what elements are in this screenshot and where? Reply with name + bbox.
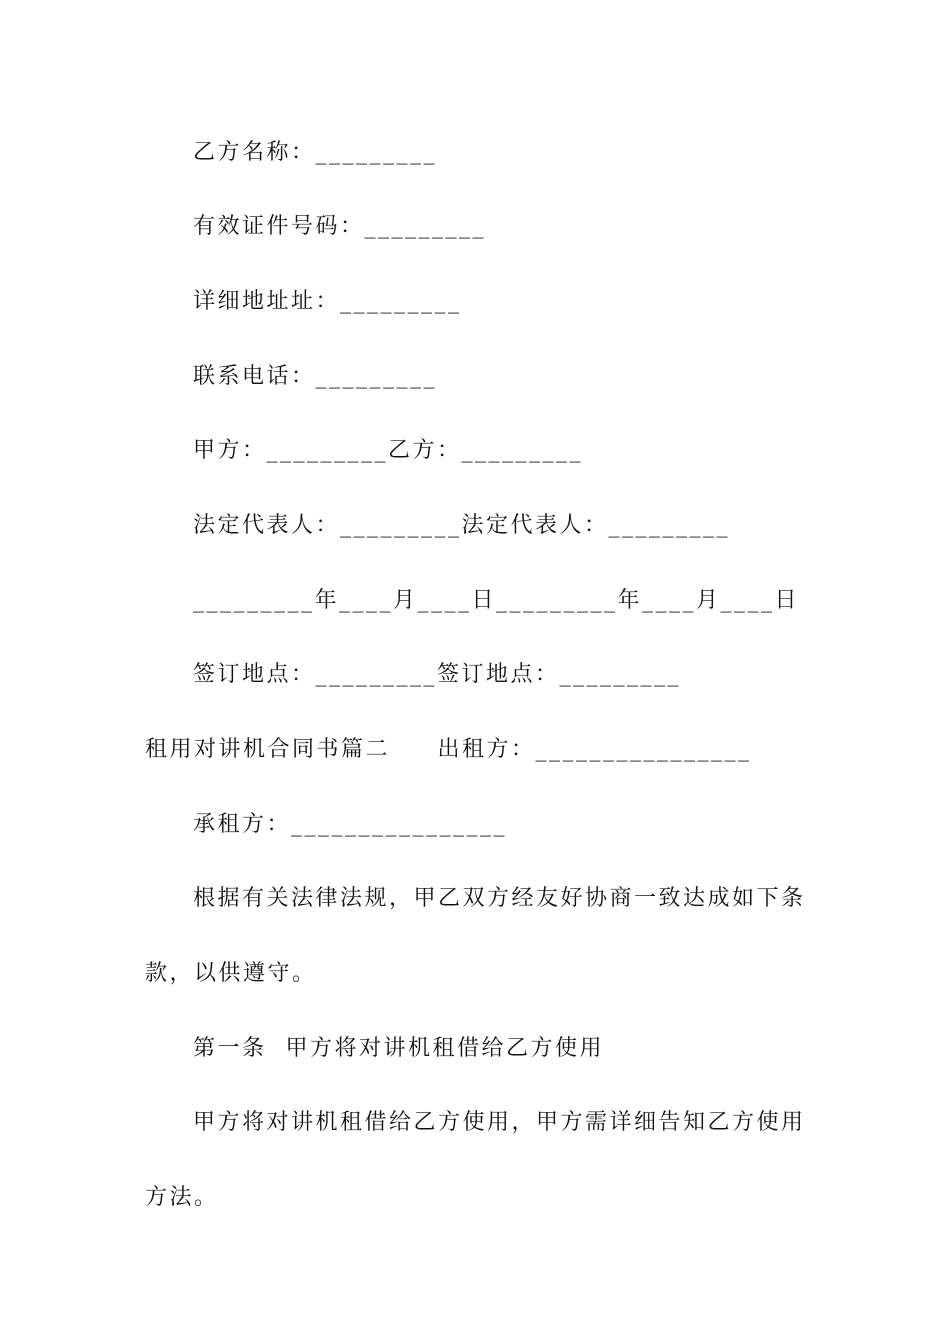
- phone-line: 联系电话：_________: [193, 364, 438, 389]
- party-signature-line: 甲方：_________乙方：_________: [193, 438, 584, 463]
- lessee-line: 承租方：________________: [193, 812, 508, 837]
- id-number-line: 有效证件号码：_________: [193, 214, 487, 239]
- paragraph-intro-line-2: 款，以供遵守。: [145, 961, 317, 986]
- address-line: 详细地址址：_________: [193, 289, 462, 314]
- signing-place-line: 签订地点：_________签订地点：_________: [193, 662, 682, 687]
- section-heading-lessor-line: 租用对讲机合同书篇二 出租方：________________: [145, 737, 752, 762]
- article-one-body-line-1: 甲方将对讲机租借给乙方使用，甲方需详细告知乙方使用: [193, 1110, 806, 1135]
- date-line: _________年____月____日_________年____月____日: [193, 588, 800, 613]
- party-b-name-line: 乙方名称：_________: [193, 140, 438, 165]
- paragraph-intro-line-1: 根据有关法律法规，甲乙双方经友好协商一致达成如下条: [193, 886, 806, 911]
- article-one-body-line-2: 方法。: [145, 1185, 219, 1210]
- legal-representative-line: 法定代表人：_________法定代表人：_________: [193, 513, 731, 538]
- article-one-heading: 第一条 甲方将对讲机租借给乙方使用: [193, 1036, 604, 1061]
